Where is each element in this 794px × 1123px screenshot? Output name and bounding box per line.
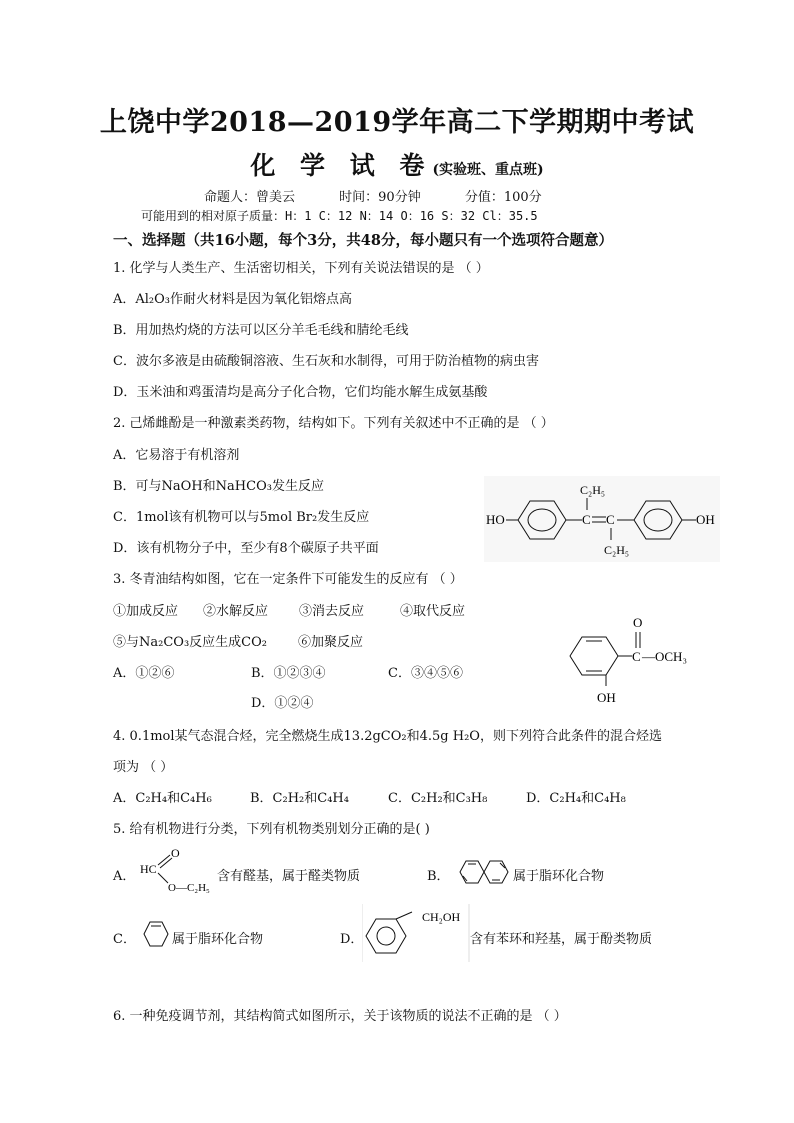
- q3-reaction-6: ⑥加聚反应: [298, 635, 364, 650]
- q1-option-a: A．Al₂O₃作耐火材料是因为氧化铝熔点高: [113, 292, 353, 307]
- wintergreen-oil-structure: [560, 612, 710, 708]
- q1-option-d: D．玉米油和鸡蛋清均是高分子化合物，它们均能水解生成氨基酸: [113, 385, 488, 400]
- q4-option-a: A．C₂H₄和C₄H₆: [113, 791, 212, 806]
- struct-a-o: O: [171, 846, 180, 860]
- exam-info: [204, 186, 582, 205]
- q2-option-c: C．1mol该有机物可以与5mol Br₂发生反应: [113, 510, 370, 525]
- q3-option-d: D．①②④: [251, 696, 314, 711]
- ethyl-formate-structure: [138, 845, 218, 897]
- q3-reaction-5: ⑤与Na₂CO₃反应生成CO₂: [113, 635, 267, 650]
- q5-option-a-label: A．: [113, 869, 136, 884]
- benzyl-alcohol-structure: [362, 904, 470, 962]
- exam-subtitle: [0, 146, 794, 182]
- q5-stem: 5. 给有机物进行分类，下列有机物类别划分正确的是( ): [113, 822, 430, 837]
- subtitle-main: 化 学 试 卷: [250, 151, 433, 180]
- q3-reaction-4: ④取代反应: [400, 604, 466, 619]
- time-limit: 时间：90分钟: [339, 190, 421, 205]
- cyclohexene-structure: [140, 914, 172, 954]
- q3-reaction-2: ②水解反应: [203, 604, 269, 619]
- q3-option-c: C．③④⑤⑥: [388, 666, 463, 681]
- q3-reaction-3: ③消去反应: [299, 604, 365, 619]
- q5-option-c-label: C．: [113, 932, 136, 947]
- q6-stem: 6. 一种免疫调节剂，其结构简式如图所示，关于该物质的说法不正确的是 （ ）: [113, 1009, 567, 1024]
- struct-oh-right: OH: [696, 512, 715, 527]
- struct-carbonyl-c: C: [632, 649, 641, 664]
- q5-option-b-label: B．: [427, 869, 450, 884]
- struct-c-left: C: [582, 512, 591, 527]
- struct-c-right: C: [606, 512, 615, 527]
- total-score: 分值：100分: [464, 190, 542, 205]
- q5-option-c-text: 属于脂环化合物: [172, 932, 264, 947]
- struct-c2h5-bottom: C₂H₅: [604, 543, 630, 557]
- q2-option-d: D．该有机物分子中，至少有8个碳原子共平面: [113, 541, 379, 556]
- q2-option-a: A．它易溶于有机溶剂: [113, 448, 240, 463]
- q2-stem: 2. 己烯雌酚是一种激素类药物，结构如下。下列有关叙述中不正确的是 （ ）: [113, 416, 554, 431]
- q4-stem: 4. 0.1mol某气态混合烃，完全燃烧生成13.2gCO₂和4.5g H₂O，则下列符合此条件的混合烃选: [113, 729, 662, 744]
- struct-a-hc: HC: [140, 862, 157, 876]
- q4-option-d: D．C₂H₄和C₄H₈: [526, 791, 626, 806]
- q5-option-b-text: 属于脂环化合物: [513, 869, 605, 884]
- q1-option-b: B．用加热灼烧的方法可以区分羊毛毛线和腈纶毛线: [113, 323, 409, 338]
- q3-stem: 3. 冬青油结构如图，它在一定条件下可能发生的反应有 （ ）: [113, 572, 463, 587]
- q4-option-b: B．C₂H₂和C₄H₄: [250, 791, 349, 806]
- exam-title: 上饶中学2018—2019学年高二下学期期中考试: [99, 107, 695, 138]
- struct-a-oc2h5: O—C₂H₅: [168, 882, 210, 894]
- q2-option-b: B．可与NaOH和NaHCO₃发生反应: [113, 479, 324, 494]
- author: 命题人：曾美云: [204, 190, 296, 205]
- subtitle-note: (实验班、重点班): [432, 162, 544, 178]
- q1-stem: 1. 化学与人类生产、生活密切相关，下列有关说法错误的是 （ ）: [113, 261, 489, 276]
- q5-option-d-text: 含有苯环和羟基，属于酚类物质: [470, 932, 653, 947]
- naphthalene-structure: [456, 854, 512, 890]
- q3-option-a: A．①②⑥: [113, 666, 175, 681]
- atomic-masses: 可能用到的相对原子质量：H：1 C：12 N：14 O：16 S：32 Cl：35.5: [141, 209, 538, 223]
- q5-option-d-label: D．: [340, 932, 364, 947]
- q1-option-c: C．波尔多液是由硫酸铜溶液、生石灰和水制得，可用于防治植物的病虫害: [113, 354, 539, 369]
- struct-och3: —OCH₃: [642, 649, 687, 664]
- struct-oh: OH: [597, 690, 616, 705]
- struct-d-ch2oh: CH₂OH: [422, 910, 461, 924]
- struct-c2h5-top: C₂H₅: [580, 483, 606, 497]
- q3-option-b: B．①②③④: [251, 666, 326, 681]
- struct-carbonyl-o: O: [633, 615, 643, 630]
- q4-option-c: C．C₂H₂和C₃H₈: [388, 791, 488, 806]
- struct-ho-left: HO: [486, 512, 505, 527]
- q5-option-a-text: 含有醛基，属于醛类物质: [217, 869, 361, 884]
- q3-reaction-1: ①加成反应: [113, 604, 179, 619]
- section-heading: 一、选择题（共16小题，每个3分，共48分，每小题只有一个选项符合题意）: [113, 232, 613, 249]
- diethylstilbestrol-structure: [484, 476, 720, 562]
- q4-stem-continued: 项为 （ ）: [113, 760, 174, 775]
